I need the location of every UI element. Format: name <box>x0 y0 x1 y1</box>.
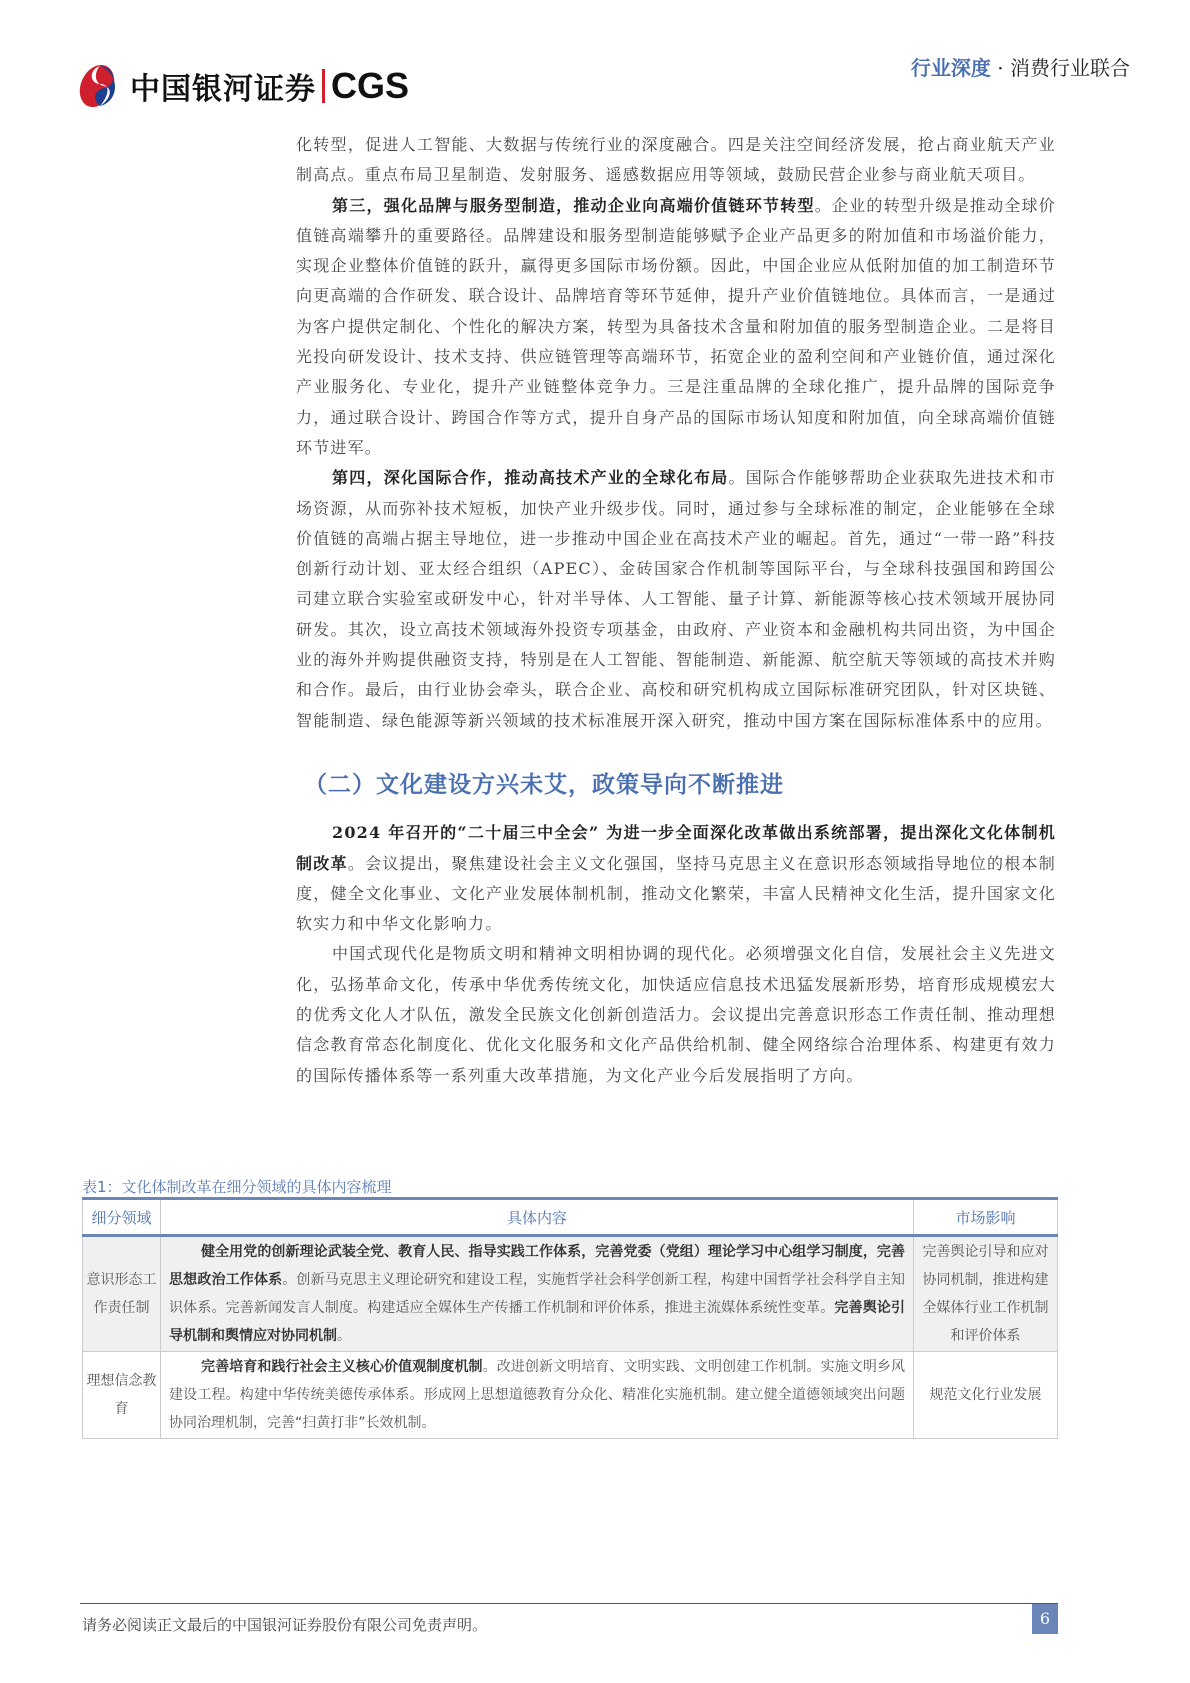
text-run: 。会议提出，聚焦建设社会主义文化强国，坚持马克思主义在意识形态领域指导地位的根本制度，健全文化事业、文化产业发展体制机制，推动文化繁荣，丰富人民精神文化生活，提升国家文化软实力和中华文化影响力。 <box>296 853 1056 934</box>
company-logo <box>70 62 409 110</box>
footer-disclaimer: 请务必阅读正文最后的中国银河证券股份有限公司免责声明。 <box>82 1616 488 1634</box>
report-topic: 消费行业联合 <box>1010 56 1130 80</box>
section-heading: （二）文化建设方兴未艾，政策导向不断推进 <box>304 770 784 798</box>
paragraph <box>296 818 1056 939</box>
logo-english-text: CGS <box>331 65 410 106</box>
reform-table <box>82 1197 1058 1439</box>
report-category: 行业深度 <box>910 56 991 80</box>
cell-area: 理想信念教育 <box>83 1352 161 1439</box>
text-run: 中国式现代化是物质文明和精神文明相协调的现代化。必须增强文化自信，发展社会主义先进文化，弘扬革命文化，传承中华优秀传统文化，加快适应信息技术迅猛发展新形势，培育形成规模宏大的优秀文化人才队伍，激发全民族文化创新创造活力。会议提出完善意识形态工作责任制、推动理想信念教育常态化制度化、优化文化服务和文化产品供给机制、健全网络综合治理体系、构建更有效力的国际传播体系等一系列重大改革措施，为文化产业今后发展指明了方向。 <box>296 944 1056 1085</box>
logo-divider <box>322 69 325 103</box>
header-area: 细分领域 <box>83 1199 161 1236</box>
text-run: 。 <box>337 1328 351 1344</box>
paragraph-group-1 <box>296 130 1056 736</box>
footer-rule <box>80 1603 1058 1604</box>
bold-text: 完善培育和践行社会主义核心价值观制度机制 <box>201 1359 483 1375</box>
header-impact: 市场影响 <box>914 1199 1058 1236</box>
bold-text: 2024 年召开的“二十届三中全会” 为进一步全面深化改革做出系统部署，提出深化文化体制机制改革 <box>296 823 1056 873</box>
body-text <box>296 130 1056 1091</box>
paragraph <box>296 191 1056 464</box>
text-run: 。企业的转型升级是推动全球价值链高端攀升的重要路径。品牌建设和服务型制造能够赋予企业产品更多的附加值和市场溢价能力，实现企业整体价值链的跃升，赢得更多国际市场份额。因此，中国企业应从低附加值的加工制造环节向更高端的合作研发、联合设计、品牌培育等环节延伸，提升产业价值链地位。具体而言，一是通过为客户提供定制化、个性化的解决方案，转型为具备技术含量和附加值的服务型制造企业。二是将目光投向研发设计、技术支持、供应链管理等高端环节，拓宽企业的盈利空间和产业链价值，通过深化产业服务化、专业化，提升产业链整体竞争力。三是注重品牌的全球化推广，提升品牌的国际竞争力，通过联合设计、跨国合作等方式，提升自身产品的国际市场认知度和附加值，向全球高端价值链环节进军。 <box>296 195 1056 457</box>
bold-text: 完善舆论引导机制和舆情应对协同机制 <box>169 1300 906 1344</box>
table-caption: 表1：文化体制改革在细分领域的具体内容梳理 <box>82 1178 392 1196</box>
bold-text: 第四，深化国际合作，推动高技术产业的全球化布局 <box>332 468 729 488</box>
table-header-row <box>83 1199 1058 1236</box>
cell-content <box>161 1236 914 1352</box>
bold-text: 第三，强化品牌与服务型制造，推动企业向高端价值链环节转型 <box>332 195 815 215</box>
cell-impact: 完善舆论引导和应对协同机制，推进构建全媒体行业工作机制和评价体系 <box>914 1236 1058 1352</box>
text-run: 化转型，促进人工智能、大数据与传统行业的深度融合。四是关注空间经济发展，抢占商业航天产业制高点。重点布局卫星制造、发射服务、遥感数据应用等领域，鼓励民营企业参与商业航天项目。 <box>296 135 1056 185</box>
cell-impact: 规范文化行业发展 <box>914 1352 1058 1439</box>
cell-area: 意识形态工作责任制 <box>83 1236 161 1352</box>
paragraph <box>296 130 1056 191</box>
header-content: 具体内容 <box>161 1199 914 1236</box>
bold-text: 健全用党的创新理论武装全党、教育人民、指导实践工作体系，完善党委（党组）理论学习中心组学习制度，完善思想政治工作体系 <box>169 1244 905 1288</box>
table-row <box>83 1236 1058 1352</box>
page-number: 6 <box>1032 1604 1058 1634</box>
cgs-logo-icon <box>70 62 124 110</box>
table-row <box>83 1352 1058 1439</box>
paragraph-group-2 <box>296 818 1056 1091</box>
text-run: 。国际合作能够帮助企业获取先进技术和市场资源，从而弥补技术短板，加快产业升级步伐。同时，通过参与全球标准的制定，企业能够在全球价值链的高端占据主导地位，进一步推动中国企业在高技术产业的崛起。首先，通过“一带一路”科技创新行动计划、亚太经合组织（APEC）、金砖国家合作机制等国际平台，与全球科技强国和跨国公司建立联合实验室或研发中心，针对半导体、人工智能、量子计算、新能源等核心技术领域开展协同研发。其次，设立高技术领域海外投资专项基金，由政府、产业资本和金融机构共同出资，为中国企业的海外并购提供融资支持，特别是在人工智能、智能制造、新能源、航空航天等领域的高技术并购和合作。最后，由行业协会牵头，联合企业、高校和研究机构成立国际标准研究团队，针对区块链、智能制造、绿色能源等新兴领域的技术标准展开深入研究，推动中国方案在国际标准体系中的应用。 <box>296 468 1056 730</box>
paragraph <box>296 939 1056 1090</box>
text-run: 。改进创新文明培育、文明实践、文明创建工作机制。实施文明乡风建设工程。构建中华传统美德传承体系。形成网上思想道德教育分众化、精准化实施机制。建立健全道德领域突出问题协同治理机制，完善“扫黄打非”长效机制。 <box>169 1359 906 1431</box>
header-dot: · <box>997 56 1004 80</box>
text-run: 。创新马克思主义理论研究和建设工程，实施哲学社会科学创新工程，构建中国哲学社会科学自主知识体系。完善新闻发言人制度。构建适应全媒体生产传播工作机制和评价体系，推进主流媒体系统性变革。 <box>169 1272 906 1316</box>
paragraph <box>296 463 1056 736</box>
logo-chinese-text: 中国银河证券 <box>130 72 316 107</box>
report-header <box>911 52 1130 81</box>
cell-content <box>161 1352 914 1439</box>
